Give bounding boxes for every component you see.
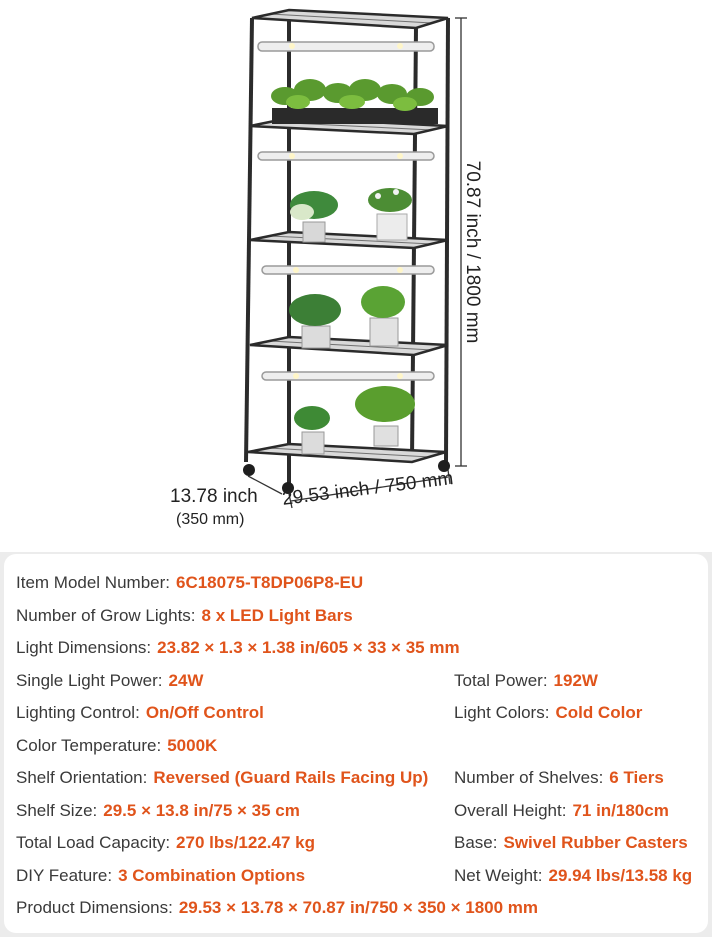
spec-value: Reversed (Guard Rails Facing Up): [153, 768, 429, 787]
spec-label: Shelf Orientation:: [16, 768, 148, 787]
spec-value: 24W: [168, 671, 204, 690]
spec-label: Item Model Number:: [16, 573, 170, 592]
spec-value: 8 x LED Light Bars: [201, 606, 353, 625]
spec-label: Total Power:: [454, 671, 548, 690]
spec-value: 3 Combination Options: [118, 866, 306, 885]
spec-card: [4, 554, 708, 933]
depth-dimension-mm: (350 mm): [176, 511, 245, 528]
spec-row-color-temperature: [16, 736, 217, 756]
spec-row-number-of-shelves: [454, 768, 664, 788]
spec-value: 29.5 × 13.8 in/75 × 35 cm: [103, 801, 300, 820]
spec-label: Net Weight:: [454, 866, 543, 885]
spec-value: On/Off Control: [145, 703, 264, 722]
spec-row-product-dimensions: [16, 898, 538, 918]
spec-row-shelf-size: [16, 801, 300, 821]
spec-label: Color Temperature:: [16, 736, 162, 755]
spec-value: 6 Tiers: [609, 768, 664, 787]
spec-value: 71 in/180cm: [572, 801, 669, 820]
spec-label: Number of Grow Lights:: [16, 606, 196, 625]
width-dimension-label: 29.53 inch / 750 mm: [281, 468, 455, 510]
depth-dimension-inch: 13.78 inch: [170, 486, 258, 507]
spec-row-model: [16, 573, 363, 593]
spec-value: 29.94 lbs/13.58 kg: [548, 866, 693, 885]
spec-label: Base:: [454, 833, 498, 852]
seedling-tray: [271, 79, 438, 124]
potted-plants: [289, 188, 415, 454]
spec-label: Product Dimensions:: [16, 898, 173, 917]
spec-row-overall-height: [454, 801, 669, 821]
spec-row-load-capacity: [16, 833, 315, 853]
spec-row-net-weight: [454, 866, 692, 886]
spec-row-lighting-control: [16, 703, 264, 723]
spec-row-shelf-orientation: [16, 768, 428, 788]
spec-row-grow-lights: [16, 606, 353, 626]
spec-row-light-colors: [454, 703, 642, 723]
spec-row-light-dimensions: [16, 638, 460, 658]
spec-label: Shelf Size:: [16, 801, 98, 820]
spec-value: 23.82 × 1.3 × 1.38 in/605 × 33 × 35 mm: [157, 638, 460, 657]
spec-label: Light Colors:: [454, 703, 550, 722]
spec-label: DIY Feature:: [16, 866, 113, 885]
spec-label: Lighting Control:: [16, 703, 140, 722]
spec-label: Single Light Power:: [16, 671, 163, 690]
shelf-tiers: [248, 10, 448, 462]
spec-value: 6C18075-T8DP06P8-EU: [176, 573, 364, 592]
spec-row-total-power: [454, 671, 598, 691]
spec-row-diy-feature: [16, 866, 305, 886]
spec-value: 270 lbs/122.47 kg: [176, 833, 315, 852]
spec-value: 192W: [553, 671, 598, 690]
spec-row-single-power: [16, 671, 203, 691]
spec-value: Cold Color: [555, 703, 643, 722]
spec-row-base: [454, 833, 688, 853]
height-dimension-label: 70.87 inch / 1800 mm: [462, 160, 483, 344]
spec-label: Number of Shelves:: [454, 768, 604, 787]
spec-value: 5000K: [167, 736, 218, 755]
spec-label: Total Load Capacity:: [16, 833, 171, 852]
spec-value: 29.53 × 13.78 × 70.87 in/750 × 350 × 1800 mm: [178, 898, 539, 917]
spec-label: Light Dimensions:: [16, 638, 152, 657]
spec-label: Overall Height:: [454, 801, 567, 820]
spec-value: Swivel Rubber Casters: [503, 833, 688, 852]
